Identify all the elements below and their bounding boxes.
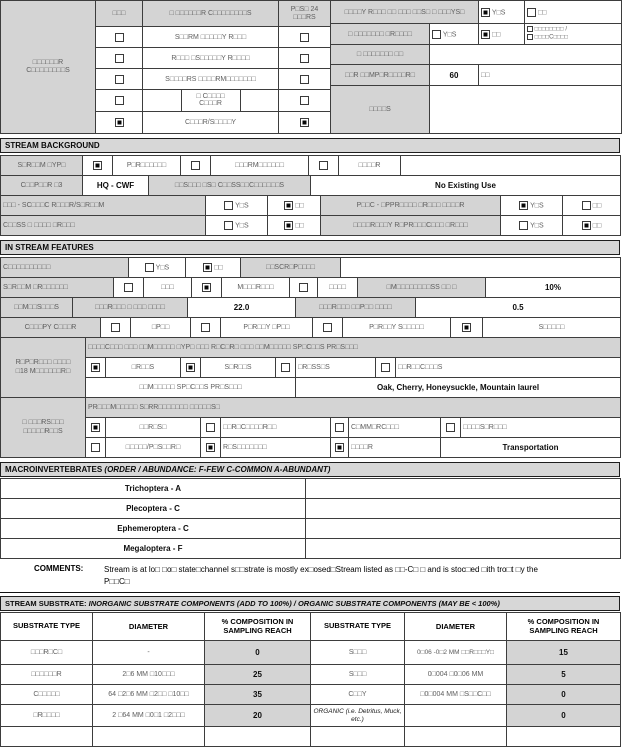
substrate-type-cell: □□□□□□R: [1, 665, 93, 685]
gradient-low-label: □□□: [144, 278, 192, 298]
nat-repro-label: □□□□R□□□Y R□PR□□□C□□□ □R□□□: [321, 216, 501, 236]
macroinvertebrates-table: [0, 478, 621, 559]
water-level-opt1-checkbox[interactable]: [527, 26, 533, 32]
gradient-moderate-label: M□□□R□□□: [222, 278, 290, 298]
substrate-row-cutoff: [1, 727, 621, 747]
stream-background-header: STREAM BACKGROUND: [0, 138, 620, 153]
macro-row-blank: [306, 479, 621, 499]
canopy-label: C□□□PY C□□□R: [1, 318, 101, 338]
showers-past-checkbox[interactable]: [300, 75, 309, 84]
weather-row-clearsunny: C□□□R/S□□□□Y: [143, 111, 279, 133]
no-label: □□: [592, 202, 602, 210]
describe-value[interactable]: [341, 258, 621, 278]
approved-trout-no-checkbox[interactable]: [582, 201, 591, 210]
macro-row[interactable]: Plecoptera - C: [1, 499, 306, 519]
channelized-label: C□□□□□□□□□□: [1, 258, 129, 278]
cloudcover-spacer: [241, 90, 279, 111]
substrate-type-cell: □R□□□□: [1, 705, 93, 727]
cloudcover-now-checkbox[interactable]: [115, 96, 124, 105]
residential-checkbox[interactable]: [206, 443, 215, 452]
no-label: □□: [295, 202, 304, 210]
gradient-low-checkbox[interactable]: [124, 283, 133, 292]
yes-label: Y□S: [442, 30, 457, 38]
air-temp-value[interactable]: 60: [430, 65, 479, 86]
scenic-river-label: □□□ - SC□□□C R□□□R/S□R□□M: [1, 196, 206, 216]
no-label: □□: [537, 8, 547, 16]
substrate-pct-cell[interactable]: 0: [205, 641, 311, 665]
perennial-label: P□R□□□□□□: [113, 156, 181, 176]
riparian-instruction: □□□□C□□□ □□□ □□M□□□□□ □YP□ □□□ R□C□R□ □□□ □□M□□□□□ SP□C□□S PR□S□□□: [86, 338, 621, 358]
weather-table-right: [330, 0, 622, 134]
gradient-label: S□R□□M □R□□□□□□: [1, 278, 114, 298]
no-label: □□: [491, 30, 501, 38]
substrate-diameter-cell: [405, 705, 507, 727]
substrate-diameter-cell: 2□6 MM □10□□□: [93, 665, 205, 685]
weather-side-label: □□□□□□R C□□□□□□□□S: [1, 1, 96, 134]
weather-col-conditions: □ □□□□□□R C□□□□□□□□S: [143, 1, 279, 27]
weather-section: [0, 0, 620, 134]
stream-type-row: [0, 155, 621, 176]
if-yes-value[interactable]: [430, 45, 622, 65]
water-level-no-checkbox[interactable]: [481, 30, 490, 39]
yes-label: Y□S: [235, 202, 249, 210]
scenic-approved-row: [0, 195, 621, 216]
embeddedness-value[interactable]: 10%: [486, 278, 621, 298]
macro-title: MACROINVERTEBRATES: [5, 465, 103, 474]
section-divider: [0, 592, 620, 593]
water-level-label: □ □□□□□□□ □R□□□□: [331, 24, 430, 45]
shrubs-checkbox[interactable]: [186, 363, 195, 372]
streamtype-other-label: □□□□R: [339, 156, 401, 176]
if-yes-label: □ □□□□□□□ □□: [331, 45, 430, 65]
yes-label: Y□S: [530, 202, 544, 210]
dominant-species-label: □□M□□□□□ SP□C□□S PR□S□□□: [86, 378, 296, 398]
intermittent-label: □□□RM□□□□□□: [211, 156, 309, 176]
comments-text[interactable]: Stream is at lo□ □o□ state□channel s□□strate is mostly ex□osed□Stream listed as □□-C□ □ and is stoc□ed □ith tro□t □y the P□□C□: [104, 565, 538, 586]
substrate-pct-cell[interactable]: 0: [507, 685, 621, 705]
composition-header: % COMPOSITION IN SAMPLING REACH: [507, 613, 621, 641]
channelized-no-checkbox[interactable]: [203, 263, 212, 272]
blank-cell: [405, 727, 507, 747]
comments-label: COMMENTS:: [34, 564, 84, 573]
yes-label: Y□S: [530, 222, 544, 230]
weather-row-showers: S□□□□RS □□□□RM□□□□□□□: [143, 69, 279, 90]
existing-use-value[interactable]: No Existing Use: [311, 176, 621, 196]
chapter93-label: C□□P□□R □3: [1, 176, 83, 196]
field-pasture-label: □□□□□/P□S□□R□: [106, 438, 201, 458]
residential-label: R□S□□□□□□□: [221, 438, 331, 458]
avg-width-label: □□□R□□□ □ □□□ □□□□: [73, 298, 188, 318]
weather-table-left: [0, 0, 331, 134]
no-label: □□: [214, 264, 223, 272]
commercial-checkbox[interactable]: [335, 423, 344, 432]
cloudcover-spacer: [143, 90, 181, 111]
canopy-open-checkbox[interactable]: [111, 323, 120, 332]
stream-type-label: S□R□□M □YP□: [1, 156, 83, 176]
notes-label: □□□□S: [331, 86, 430, 134]
channelized-yes-checkbox[interactable]: [145, 263, 154, 272]
dominant-species-value[interactable]: Oak, Cherry, Honeysuckle, Mountain laurel: [296, 378, 621, 398]
rain-past-checkbox[interactable]: [300, 54, 309, 63]
canopy-partly-shaded-label: P□R□□Y S□□□□□: [343, 318, 451, 338]
landuse-other-checkbox[interactable]: [335, 443, 344, 452]
substrate-row: [1, 665, 621, 685]
gradient-moderate-checkbox[interactable]: [202, 283, 211, 292]
yes-label: Y□S: [235, 222, 249, 230]
macroinvertebrates-header: [0, 462, 620, 477]
chapter93-value[interactable]: HQ - CWF: [83, 176, 149, 196]
water-level-opt2-checkbox[interactable]: [527, 34, 533, 40]
clearsunny-now-checkbox[interactable]: [115, 118, 124, 127]
weather-col-now: □□□: [96, 1, 143, 27]
substrate-type-cell: S□□□: [311, 665, 405, 685]
dimensions-row: [0, 297, 621, 318]
substrate-pct-cell[interactable]: 25: [205, 665, 311, 685]
gradient-high-label: □□□□: [318, 278, 358, 298]
avg-depth-value[interactable]: 0.5: [416, 298, 621, 318]
rain-now-checkbox[interactable]: [115, 54, 124, 63]
substrate-pct-cell[interactable]: 15: [507, 641, 621, 665]
canopy-partly-shaded-checkbox[interactable]: [323, 323, 332, 332]
water-level-opt2-label: □□□□C□□□□: [534, 34, 568, 41]
yes-label: Y□S: [155, 264, 170, 272]
substrate-type-header: SUBSTRATE TYPE: [311, 613, 405, 641]
use-classifications-label: □□S□□□ □S□ C□□SS□□C□□□□□□S: [149, 176, 311, 196]
notes-value[interactable]: [430, 86, 622, 134]
approved-trout-yes-checkbox[interactable]: [519, 201, 528, 210]
industrial-label: □□□□S□R□□□: [461, 418, 621, 438]
channelized-row: [0, 257, 621, 278]
riparian-block: [0, 337, 621, 398]
air-temp-unit: □□: [479, 65, 622, 86]
industrial-checkbox[interactable]: [446, 423, 455, 432]
perennial-checkbox[interactable]: [93, 161, 102, 170]
substrate-diameter-cell: 64 □2□6 MM □2□□ □10□□: [93, 685, 205, 705]
macro-row[interactable]: Ephemeroptera - C: [1, 519, 306, 539]
cloudcover-past-checkbox[interactable]: [300, 96, 309, 105]
commercial-label: C□MM□RC□□□: [349, 418, 441, 438]
watershed-block: [0, 397, 621, 458]
substrate-type-cell: ORGANIC (i.e. Detritus, Muck, etc.): [311, 705, 405, 727]
macro-row[interactable]: Megaloptera - F: [1, 539, 306, 559]
no-label: □□: [592, 222, 602, 230]
riparian-label: R□P□R□□□ □□□□ □18 M□□□□□□R□: [1, 338, 86, 398]
streamtype-other-checkbox[interactable]: [319, 161, 328, 170]
embeddedness-label: □M□□□□□□□□SS □□ □: [358, 278, 486, 298]
intermittent-checkbox[interactable]: [191, 161, 200, 170]
substrate-row: [1, 685, 621, 705]
field-pasture-checkbox[interactable]: [91, 443, 100, 452]
canopy-row: [0, 317, 621, 338]
forest-checkbox[interactable]: [91, 423, 100, 432]
gradient-row: [0, 277, 621, 298]
substrate-title: STREAM SUBSTRATE:: [5, 599, 87, 608]
grasses-label: □R□SS□S: [296, 358, 376, 378]
watershed-instruction: PR□□□M□□□□□ S□RR□□□□□□□ □□□□□S□: [86, 398, 621, 418]
class-a-no-checkbox[interactable]: [284, 221, 293, 230]
substrate-type-cell: C□□Y: [311, 685, 405, 705]
shrubs-label: S□R□□S: [201, 358, 276, 378]
substrate-pct-cell[interactable]: 0: [507, 705, 621, 727]
water-level-yes-checkbox[interactable]: [432, 30, 441, 39]
showers-now-checkbox[interactable]: [115, 75, 124, 84]
dimensions-label: □□M□□S□□□S: [1, 298, 73, 318]
describe-label: □□SCR□P□□□□: [241, 258, 341, 278]
class-a-yes-checkbox[interactable]: [224, 221, 233, 230]
gradient-high-checkbox[interactable]: [299, 283, 308, 292]
weather-row-storm: S□□RM □□□□□Y R□□□: [143, 27, 279, 48]
trees-checkbox[interactable]: [91, 363, 100, 372]
macro-row-blank: [306, 499, 621, 519]
substrate-table: [0, 612, 621, 747]
herbaceous-label: □□R□□C□□□S: [396, 358, 621, 378]
macro-row[interactable]: Trichoptera - A: [1, 479, 306, 499]
water-level-opt1-label: □□□□□□□□ /: [534, 26, 567, 33]
composition-header: % COMPOSITION IN SAMPLING REACH: [205, 613, 311, 641]
air-temp-label: □□R □□MP□R□□□□R□: [331, 65, 430, 86]
blank-cell: [507, 727, 621, 747]
in-stream-features-header: IN STREAM FEATURES: [0, 240, 620, 255]
blank-cell: [1, 727, 93, 747]
forest-label: □□R□S□: [106, 418, 201, 438]
canopy-open-label: □P□□: [131, 318, 191, 338]
blank-cell: [311, 727, 405, 747]
weather-row-rain: R□□□ □S□□□□□Y R□□□□: [143, 48, 279, 69]
avg-depth-label: □□□R□□□ □□P□□ □□□□: [296, 298, 416, 318]
scenic-no-checkbox[interactable]: [284, 201, 293, 210]
watershed-label: □ □□□RS□□□ □□□□□R□□S: [1, 398, 86, 458]
storm-now-checkbox[interactable]: [115, 33, 124, 42]
yes-label: Y□S: [491, 8, 506, 16]
canopy-shaded-label: S□□□□□: [483, 318, 621, 338]
macro-row-blank: [306, 539, 621, 559]
class-a-label: C□□SS □ □□□□ □R□□□: [1, 216, 206, 236]
macro-row-blank: [306, 519, 621, 539]
blank-cell: [93, 727, 205, 747]
canopy-shaded-checkbox[interactable]: [462, 323, 471, 332]
stream-substrate-header: [0, 596, 620, 611]
storm-past-checkbox[interactable]: [300, 33, 309, 42]
substrate-diameter-cell: 0□004 □0□06 MM: [405, 665, 507, 685]
landuse-other-label: □□□□R: [349, 438, 441, 458]
canopy-partly-open-label: P□R□□Y □P□□: [221, 318, 313, 338]
trees-label: □R□□S: [106, 358, 181, 378]
landuse-other-value[interactable]: Transportation: [441, 438, 621, 458]
comments-section: [34, 564, 612, 588]
diameter-header: DIAMETER: [405, 613, 507, 641]
streamtype-other-value[interactable]: [401, 156, 621, 176]
heavy-rain-label: □□□□Y R□□□ □□ □□□ □□S□ □ □□□YS□: [331, 1, 479, 24]
grasses-checkbox[interactable]: [281, 363, 290, 372]
substrate-row: [1, 705, 621, 727]
scenic-yes-checkbox[interactable]: [224, 201, 233, 210]
substrate-type-cell: S□□□: [311, 641, 405, 665]
diameter-header: DIAMETER: [93, 613, 205, 641]
substrate-pct-cell[interactable]: 20: [205, 705, 311, 727]
substrate-subtitle: INORGANIC SUBSTRATE COMPONENTS (ADD TO 100%) / ORGANIC SUBSTRATE COMPONENTS (MAY BE < 100%): [88, 599, 500, 608]
approved-trout-label: P□□C - □PPR□□□□ □R□□□ □□□□R: [321, 196, 501, 216]
blank-cell: [205, 727, 311, 747]
no-label: □□: [295, 222, 304, 230]
macro-subtitle: (ORDER / ABUNDANCE: F-FEW C-COMMON A-ABUNDANT): [104, 465, 331, 474]
heavy-rain-yes-checkbox[interactable]: [481, 8, 490, 17]
herbaceous-checkbox[interactable]: [381, 363, 390, 372]
substrate-diameter-cell: -: [93, 641, 205, 665]
canopy-partly-open-checkbox[interactable]: [201, 323, 210, 332]
agricultural-label: □□R□C□□□□R□□: [221, 418, 331, 438]
substrate-type-header: SUBSTRATE TYPE: [1, 613, 93, 641]
substrate-diameter-cell: 2 □64 MM □0□1 □2□□□: [93, 705, 205, 727]
substrate-pct-cell[interactable]: 35: [205, 685, 311, 705]
avg-width-value[interactable]: 22.0: [188, 298, 296, 318]
weather-row-cloudcover: □ C□□□□ C□□□R: [181, 90, 241, 111]
agricultural-checkbox[interactable]: [206, 423, 215, 432]
substrate-diameter-cell: □0□004 MM □S□□C□□: [405, 685, 507, 705]
substrate-diameter-cell: 0□06 -0□2 MM □□R□□□Y□: [405, 641, 507, 665]
substrate-pct-cell[interactable]: 5: [507, 665, 621, 685]
substrate-type-cell: C□□□□□: [1, 685, 93, 705]
heavy-rain-no-checkbox[interactable]: [527, 8, 536, 17]
chapter93-row: [0, 175, 621, 196]
substrate-row: [1, 641, 621, 665]
nat-repro-no-checkbox[interactable]: [582, 221, 591, 230]
clearsunny-past-checkbox[interactable]: [300, 118, 309, 127]
substrate-type-cell: □□□R□C□: [1, 641, 93, 665]
classa-natrepro-row: [0, 215, 621, 236]
nat-repro-yes-checkbox[interactable]: [519, 221, 528, 230]
weather-col-past24: P□S□ 24 □□□RS: [279, 1, 331, 27]
